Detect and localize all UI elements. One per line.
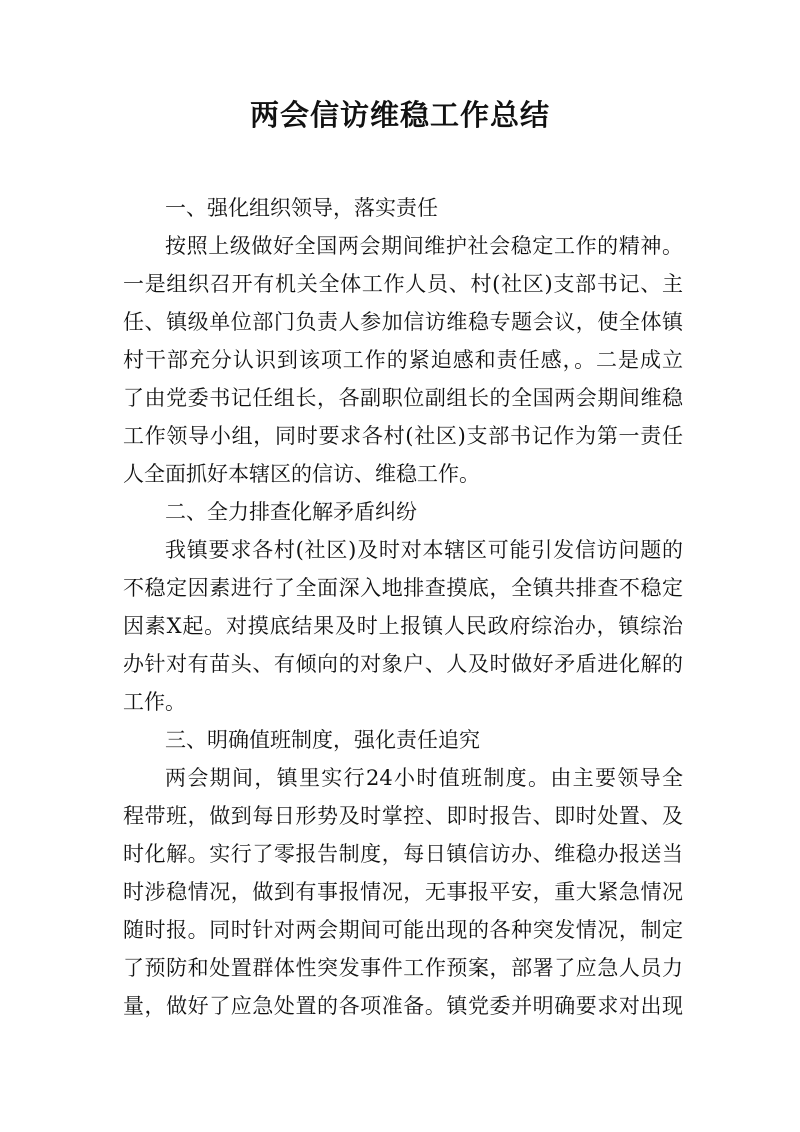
document-title: 两会信访维稳工作总结	[249, 98, 550, 132]
section-heading-3: 三、明确值班制度，强化责任追究	[165, 728, 480, 752]
paragraph-line: 一是组织召开有机关全体工作人员、村(社区)支部书记、主	[123, 272, 683, 296]
paragraph-line: 任、镇级单位部门负责人参加信访维稳专题会议，使全体镇	[123, 310, 683, 334]
paragraph-line: 人全面抓好本辖区的信访、维稳工作。	[123, 462, 480, 486]
paragraph-line: 我镇要求各村(社区)及时对本辖区可能引发信访问题的	[165, 538, 683, 562]
paragraph-line: 时涉稳情况，做到有事报情况，无事报平安，重大紧急情况	[123, 880, 683, 904]
paragraph-line: 随时报。同时针对两会期间可能出现的各种突发情况，制定	[123, 918, 683, 942]
paragraph-line: 量，做好了应急处置的各项准备。镇党委并明确要求对出现	[123, 994, 683, 1018]
paragraph-line: 了预防和处置群体性突发事件工作预案，部署了应急人员力	[123, 956, 683, 980]
paragraph-line: 了由党委书记任组长，各副职位副组长的全国两会期间维稳	[123, 386, 683, 410]
section-heading-2: 二、全力排查化解矛盾纠纷	[165, 500, 417, 524]
paragraph-line: 程带班，做到每日形势及时掌控、即时报告、即时处置、及	[123, 804, 683, 828]
paragraph-line: 工作。	[123, 690, 186, 714]
section-heading-1: 一、强化组织领导，落实责任	[165, 196, 438, 220]
paragraph-line: 时化解。实行了零报告制度，每日镇信访办、维稳办报送当	[123, 842, 683, 866]
paragraph-line: 办针对有苗头、有倾向的对象户、人及时做好矛盾进化解的	[123, 652, 683, 676]
paragraph-line: 两会期间，镇里实行24小时值班制度。由主要领导全	[165, 766, 683, 790]
document-body	[123, 189, 683, 1025]
paragraph-line: 按照上级做好全国两会期间维护社会稳定工作的精神。	[165, 234, 683, 258]
paragraph-line: 工作领导小组，同时要求各村(社区)支部书记作为第一责任	[123, 424, 683, 448]
paragraph-line: 村干部充分认识到该项工作的紧迫感和责任感，。二是成立	[123, 348, 683, 372]
paragraph-line: 不稳定因素进行了全面深入地排查摸底，全镇共排查不稳定	[123, 576, 683, 600]
paragraph-line: 因素X起。对摸底结果及时上报镇人民政府综治办，镇综治	[123, 614, 683, 638]
